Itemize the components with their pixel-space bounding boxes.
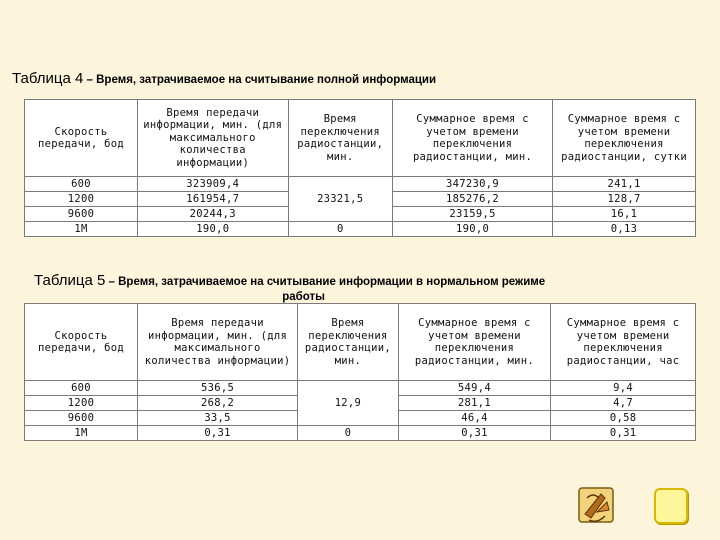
cell-speed: 600 (25, 381, 138, 396)
cell-transfer: 536,5 (138, 381, 298, 396)
cell-total-days: 0,13 (553, 222, 696, 237)
cell-total-hours: 0,58 (551, 411, 696, 426)
cell-total-min: 185276,2 (392, 192, 552, 207)
cell-total-min: 347230,9 (392, 177, 552, 192)
table5 (24, 303, 696, 441)
table5-caption (34, 272, 545, 303)
cell-total-days: 241,1 (553, 177, 696, 192)
cell-total-hours: 9,4 (551, 381, 696, 396)
cell-total-days: 128,7 (553, 192, 696, 207)
cell-speed: 9600 (25, 411, 138, 426)
table4-caption-number: Таблица 4 (12, 70, 84, 87)
cell-switch: 0 (298, 426, 399, 441)
cell-speed: 1200 (25, 192, 138, 207)
cell-total-min: 549,4 (398, 381, 550, 396)
cell-switch: 0 (288, 222, 392, 237)
cell-transfer: 190,0 (138, 222, 289, 237)
table4-caption-text: – Время, затрачиваемое на считывание полной информации (83, 74, 437, 86)
table4-header-total-days: Суммарное время с учетом времени переключения радиостанции, сутки (553, 100, 696, 177)
cell-switch-merged: 23321,5 (288, 177, 392, 222)
table5-header-switch: Время переключения радиостанции, мин. (298, 304, 399, 381)
cell-total-hours: 4,7 (551, 396, 696, 411)
table4-caption (12, 70, 436, 88)
cell-transfer: 33,5 (138, 411, 298, 426)
table4 (24, 99, 696, 237)
table5-header-speed: Скорость передачи, бод (25, 304, 138, 381)
table5-header-transfer: Время передачи информации, мин. (для максимального количества информации) (138, 304, 298, 381)
table4-header-total-min: Суммарное время с учетом времени переключения радиостанции, мин. (392, 100, 552, 177)
table-row (25, 381, 696, 396)
cell-total-min: 281,1 (398, 396, 550, 411)
cell-transfer: 323909,4 (138, 177, 289, 192)
blank-button[interactable] (654, 488, 688, 524)
sound-arrow-button[interactable] (575, 484, 619, 526)
cell-transfer: 268,2 (138, 396, 298, 411)
table-row (25, 177, 696, 192)
cell-total-min: 46,4 (398, 411, 550, 426)
cell-transfer: 0,31 (138, 426, 298, 441)
table4-header-transfer: Время передачи информации, мин. (для максимального количества информации) (138, 100, 289, 177)
cell-speed: 600 (25, 177, 138, 192)
table4-header-speed: Скорость передачи, бод (25, 100, 138, 177)
table5-caption-text: – Время, затрачиваемое на считывание информации в нормальном режиме (105, 276, 546, 288)
cell-speed: 1М (25, 426, 138, 441)
cell-transfer: 20244,3 (138, 207, 289, 222)
table4-header-switch: Время переключения радиостанции, мин. (288, 100, 392, 177)
cell-speed: 9600 (25, 207, 138, 222)
table-row (25, 222, 696, 237)
sound-arrow-icon (575, 484, 619, 526)
cell-speed: 1М (25, 222, 138, 237)
table5-header-total-hours: Суммарное время с учетом времени переключения радиостанции, час (551, 304, 696, 381)
cell-total-hours: 0,31 (551, 426, 696, 441)
table5-header-total-min: Суммарное время с учетом времени переключения радиостанции, мин. (398, 304, 550, 381)
cell-total-min: 190,0 (392, 222, 552, 237)
cell-total-min: 23159,5 (392, 207, 552, 222)
table-row (25, 426, 696, 441)
cell-total-days: 16,1 (553, 207, 696, 222)
cell-transfer: 161954,7 (138, 192, 289, 207)
table5-caption-line2: работы (282, 291, 325, 303)
cell-switch-merged: 12,9 (298, 381, 399, 426)
table5-caption-number: Таблица 5 (34, 272, 106, 289)
cell-speed: 1200 (25, 396, 138, 411)
cell-total-min: 0,31 (398, 426, 550, 441)
